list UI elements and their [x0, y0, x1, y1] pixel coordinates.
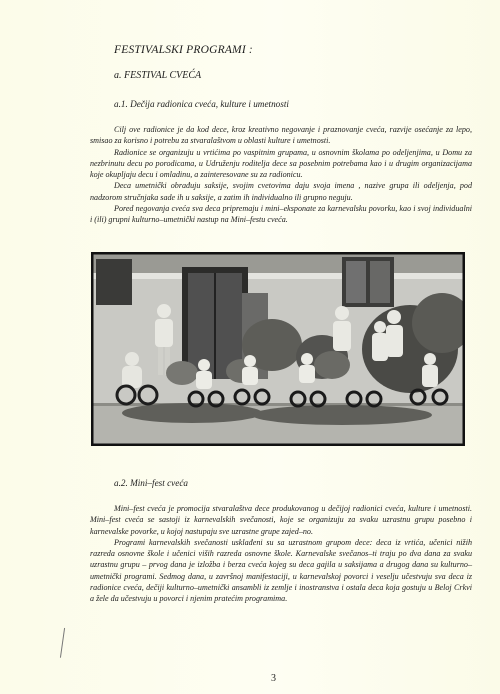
paragraph: Deca umetnički obrađuju saksije, svojim cvetovima daju svoja imena , nazive grupa ili odeljenja, pod nadzorom stručnjaka sade ih u saksije, a zatim ih individualno ili grupno neguju. — [90, 181, 472, 202]
paragraph: Pored negovanja cveća sva deca pripremaju i mini–eksponate za karnevalsku povorku, kao i svoj individualni i (ili) grupni kulturno–umetnički nastup na Mini–festu cveća. — [90, 204, 472, 225]
paragraph: Cilj ove radionice je da kod dece, kroz kreativno negovanje i praznovanje cveća, razvije osećanje za lepo, smisao za korisno i potrebu za stvaralaštvom u oblasti kulture i umetnosti. — [90, 125, 472, 146]
mini-fest-text-block — [90, 503, 472, 605]
section-heading-festival-cveca: a. FESTIVAL CVEĆA — [114, 70, 202, 81]
subsection-heading-radionica: a.1. Dečija radionica cveća, kulture i umetnosti — [114, 99, 289, 109]
paragraph: Programi karnevalskih svečanosti usklađeni su sa uzrastnom grupom dece: deca iz vrtića, učenici nižih razreda osnovne škole i učenici viših razreda osnovne škole. Karnevalske svečanos–ti traju po dva dana za svaku uzrastnu grupu – prvog dana je izložba i berza cveća kojeg su deca gajila u saksijama a drugog dana su kulturno–umetnički programi. Sedmog dana, u završnoj manifestaciji, u karnevalskoj povorci i veselju učestvuju sva deca iz radionice cveća, dečiji kulturno–umetnički ansambli iz zemlje i inostranstva i ostala deca koja gostuju u Beloj Crkvi a žele da učestvuju u povorci i njenim pratećim programima. — [90, 537, 472, 604]
subsection-heading-mini-fest: a.2. Mini–fest cveća — [114, 478, 188, 488]
page-title: FESTIVALSKI PROGRAMI : — [114, 44, 253, 56]
paragraph: Radionice se organizuju u vrtićima po vaspitnim grupama, u osnovnim školama po odeljenjima, u Domu za nezbrinutu decu po porodicama, u Udruženju roditelja dece sa posebnim potrebama kao i u drugim organizacijama koje okupljaju decu i omladinu, a zainteresovane su za radionicu. — [90, 147, 472, 180]
page-number: 3 — [271, 673, 276, 684]
radionica-text-block — [90, 124, 472, 226]
paragraph: Mini–fest cveća je promocija stvaralaštva dece produkovanog u dečijoj radionici cveća, kulture i umetnosti. Mini–fest cveća se sastoji iz karnevalskih svečanosti, koje se organizuju za svaku uzrastnu grupu posebno i karnevalske povorke, u kojoj nastupaju sve uzrastne grupe zajed–no. — [90, 504, 472, 536]
children-parade-photo — [92, 253, 464, 445]
margin-pen-mark — [60, 628, 67, 658]
photo-illustration — [92, 253, 464, 445]
